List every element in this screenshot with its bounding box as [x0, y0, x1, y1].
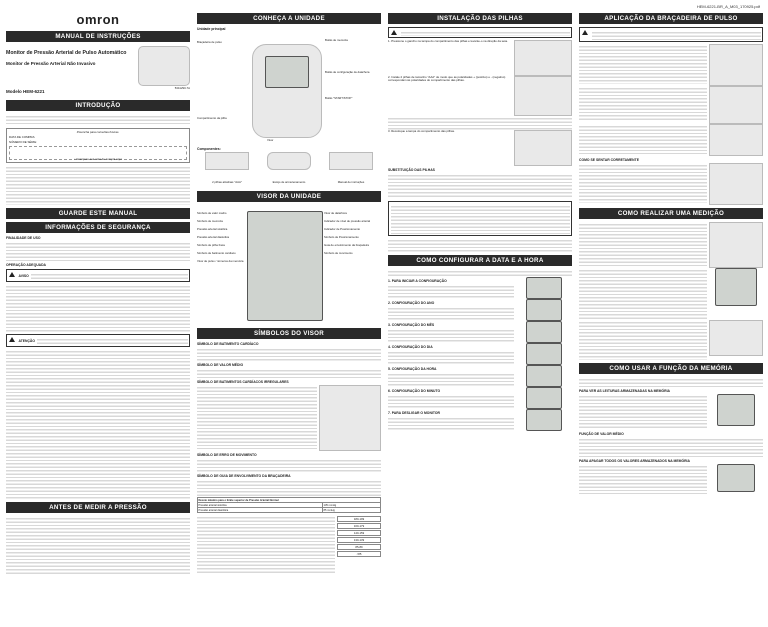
warning-icon: [582, 30, 588, 35]
date-label: DATA DE COMPRA:: [9, 134, 36, 139]
mem-sub-3: PARA APAGAR TODOS OS VALORES ARMAZENADOS NA MEMÓRIA: [579, 459, 690, 463]
memory-button-label: Botão de memória: [325, 38, 348, 42]
install-figure-2: [514, 76, 572, 116]
safety-header: INFORMAÇÕES DE SEGURANÇA: [6, 222, 190, 233]
comp-manual: Manual de instruções: [337, 180, 365, 184]
date-step-display: [526, 343, 562, 365]
warning-icon: [9, 272, 15, 277]
display-label: Pressão arterial sistólica: [197, 227, 228, 231]
memory-display: [717, 394, 755, 426]
display-diagram: [197, 205, 381, 325]
date-step: [388, 365, 572, 387]
operacao-title: OPERAÇÃO ADEQUADA: [6, 263, 46, 268]
memory-header: COMO USAR A FUNÇÃO DA MEMÓRIA: [579, 363, 763, 374]
date-step-title: 6. CONFIGURAÇÃO DO MINUTO: [388, 389, 441, 393]
scale-level: 85-89: [337, 544, 381, 550]
sym-cuff: SÍMBOLO DE GUIA DE ENVOLVIMENTO DA BRAÇADEIRA: [197, 474, 291, 478]
date-step-title: 2. CONFIGURAÇÃO DO ANO: [388, 301, 435, 305]
know-header: CONHEÇA A UNIDADE: [197, 13, 381, 24]
date-step: [388, 299, 572, 321]
measure-display: [715, 268, 757, 306]
date-step-title: 5. CONFIGURAÇÃO DA HORA: [388, 367, 437, 371]
date-step: [388, 387, 572, 409]
atencao-text: [6, 349, 190, 499]
install-figure-1: [514, 40, 572, 76]
column-1: [6, 10, 190, 622]
date-step-display: [526, 277, 562, 299]
date-step-title: 1. PARA INICIAR A CONFIGURAÇÃO: [388, 279, 447, 283]
install-step-3: 3. Recoloque a tampa do compartimento das pilhas.: [388, 129, 455, 133]
intro-text: [6, 114, 190, 126]
aviso-text: [6, 284, 190, 332]
heartbeat-graph: [319, 385, 381, 451]
purchase-box: [6, 128, 190, 163]
date-step: [388, 343, 572, 365]
install-step-2: 2. Instale 2 pilhas de tamanho "AAA" de modo que as polaridades + (positivo) e - (negativo) correspondam às polaridades do compartimento das pilhas.: [388, 75, 506, 83]
date-step: [388, 321, 572, 343]
date-step-display: [526, 409, 562, 431]
comp-case: Estojo de armazenamento: [272, 180, 306, 184]
date-step-title: 3. CONFIGURAÇÃO DO MÊS: [388, 323, 435, 327]
components-label: Componentes:: [197, 147, 221, 151]
warning-icon: [391, 30, 397, 35]
scale-level: 130-139: [337, 537, 381, 543]
intro-body: [6, 165, 190, 205]
display-label: Guia de envolvimento da braçadeira: [324, 243, 369, 247]
table-title: Desvio máximo para o limite superior de Pressão Arterial Normal: [198, 498, 381, 503]
scale-level: 180-199: [337, 516, 381, 522]
scale-level: <85: [337, 551, 381, 557]
display-image: [247, 211, 323, 321]
intro-header: INTRODUÇÃO: [6, 100, 190, 111]
before-header: ANTES DE MEDIR A PRESSÃO: [6, 502, 190, 513]
sym-heartbeat: SÍMBOLO DE BATIMENTO CARDÍACO: [197, 342, 259, 346]
omron-logo: omron: [76, 12, 120, 27]
unit-screen: [265, 56, 309, 88]
date-step-display: [526, 365, 562, 387]
battery-warning: [388, 201, 572, 236]
date-button-label: Botão de configuração de data/hora: [325, 70, 370, 74]
sit-title: COMO SE SENTAR CORRETAMENTE: [579, 158, 639, 162]
battery-label: Compartimento da pilha: [197, 116, 227, 120]
measure-header: COMO REALIZAR UMA MEDIÇÃO: [579, 208, 763, 219]
display-label: Indicador de Posicionamento: [324, 227, 361, 231]
start-button-label: Botão "START/STOP": [325, 96, 353, 100]
aviso-box: [6, 269, 190, 282]
visor-label: Visor: [267, 138, 274, 142]
table-cell: Pressão arterial diastólica: [198, 508, 323, 513]
finalidade-title: FINALIDADE DE USO: [6, 236, 41, 241]
atencao-box: [6, 334, 190, 347]
clear-display: [717, 464, 755, 492]
product-title: Monitor de Pressão Arterial de Pulso Automático: [6, 50, 127, 56]
before-text: [6, 516, 190, 576]
date-step-title: 7. PARA DESLIGAR O MONITOR: [388, 411, 440, 415]
model-code: 5341290-7A: [174, 86, 190, 90]
table-cell: 135 mmHg: [323, 503, 381, 508]
measure-figure-2: [709, 320, 763, 356]
date-step-title: 4. CONFIGURAÇÃO DO DIA: [388, 345, 433, 349]
guard-header: GUARDE ESTE MANUAL: [6, 208, 190, 219]
table-cell: 85 mmHg: [323, 508, 381, 513]
product-title-2: Monitor de Pressão Arterial Não Invasivo: [6, 60, 96, 66]
column-4: [579, 10, 763, 622]
install-figure-3: [514, 130, 572, 166]
display-header: VISOR DA UNIDADE: [197, 191, 381, 202]
apply-figure-3: [709, 124, 763, 156]
install-header: INSTALAÇÃO DAS PILHAS: [388, 13, 572, 24]
display-label: Visor de pulso / números da memória: [197, 259, 244, 263]
column-2: [197, 10, 381, 622]
date-step: [388, 277, 572, 299]
table-cell: Pressão arterial sistólica: [198, 503, 323, 508]
display-label: Símbolo de Posicionamento: [324, 235, 359, 239]
wrist-label: Braçadeira de pulso: [197, 40, 222, 44]
atencao-label: ATENÇÃO: [18, 338, 36, 343]
scale-level: 140-159: [337, 530, 381, 536]
date-step: [388, 409, 572, 431]
model-label: Modelo HEM-6221: [6, 89, 45, 94]
unit-diagram: [197, 34, 381, 144]
display-label: Símbolo de movimento: [324, 251, 353, 255]
mem-sub-1: PARA VER AS LEITURAS ARMAZENADAS NA MEMÓRIA: [579, 389, 670, 393]
date-step-display: [526, 321, 562, 343]
symbols-header: SÍMBOLOS DO VISOR: [197, 328, 381, 339]
display-label: Visor de data/hora: [324, 211, 347, 215]
display-label: Símbolo de pilha fraca: [197, 243, 225, 247]
date-step-display: [526, 299, 562, 321]
sit-figure: [709, 163, 763, 205]
sym-average: SÍMBOLO DE VALOR MÉDIO: [197, 363, 244, 367]
column-3: [388, 10, 572, 622]
scale-level: 160-179: [337, 523, 381, 529]
display-label: Símbolo de batimento cardíaco: [197, 251, 236, 255]
bp-limit-table: [197, 497, 381, 513]
mem-sub-2: FUNÇÃO DE VALOR MÉDIO: [579, 432, 624, 436]
install-caution: [388, 27, 572, 38]
measure-figure-1: [709, 222, 763, 268]
warning-icon: [9, 337, 15, 342]
sym-movement: SÍMBOLO DE ERRO DE MOVIMENTO: [197, 453, 257, 457]
comp-batteries: 2 pilhas alcalinas "AAA": [212, 180, 242, 184]
date-step-display: [526, 387, 562, 409]
apply-caution: [579, 27, 763, 42]
finalidade-text: [6, 241, 190, 261]
display-label: Pressão arterial diastólica: [197, 235, 230, 239]
apply-figure-1: [709, 44, 763, 86]
display-label: Indicador de nível de pressão arterial: [324, 219, 371, 223]
bp-scale: [337, 515, 381, 558]
aviso-label: AVISO: [18, 273, 29, 278]
fill-note: Preencha para consultas futuras.: [76, 130, 120, 134]
install-step-1: 1. Pressione o gancho na tampa do compartimento das pilhas e levante-o na direção da seta.: [388, 39, 508, 43]
display-label: Símbolo de valor médio: [197, 211, 227, 215]
date-header: COMO CONFIGURAR A DATA E A HORA: [388, 255, 572, 266]
file-code: HEM-6221-BR_A_M03_170925.pdf: [696, 4, 760, 9]
apply-header: APLICAÇÃO DA BRAÇADEIRA DE PULSO: [579, 13, 763, 24]
manual-header: MANUAL DE INSTRUÇÕES: [6, 31, 190, 42]
staple-note: • Grampeie sua nota de compra aqui: [74, 157, 122, 162]
substitution-title: SUBSTITUIÇÃO DAS PILHAS: [388, 168, 435, 172]
sym-irregular: SÍMBOLO DE BATIMENTOS CARDÍACOS IRREGULARES: [197, 380, 289, 384]
apply-figure-2: [709, 86, 763, 124]
device-image: [138, 46, 190, 86]
unit-label: Unidade principal: [197, 27, 226, 31]
display-label: Símbolo de memória: [197, 219, 223, 223]
serial-label: NÚMERO DE SÉRIE:: [9, 139, 37, 144]
